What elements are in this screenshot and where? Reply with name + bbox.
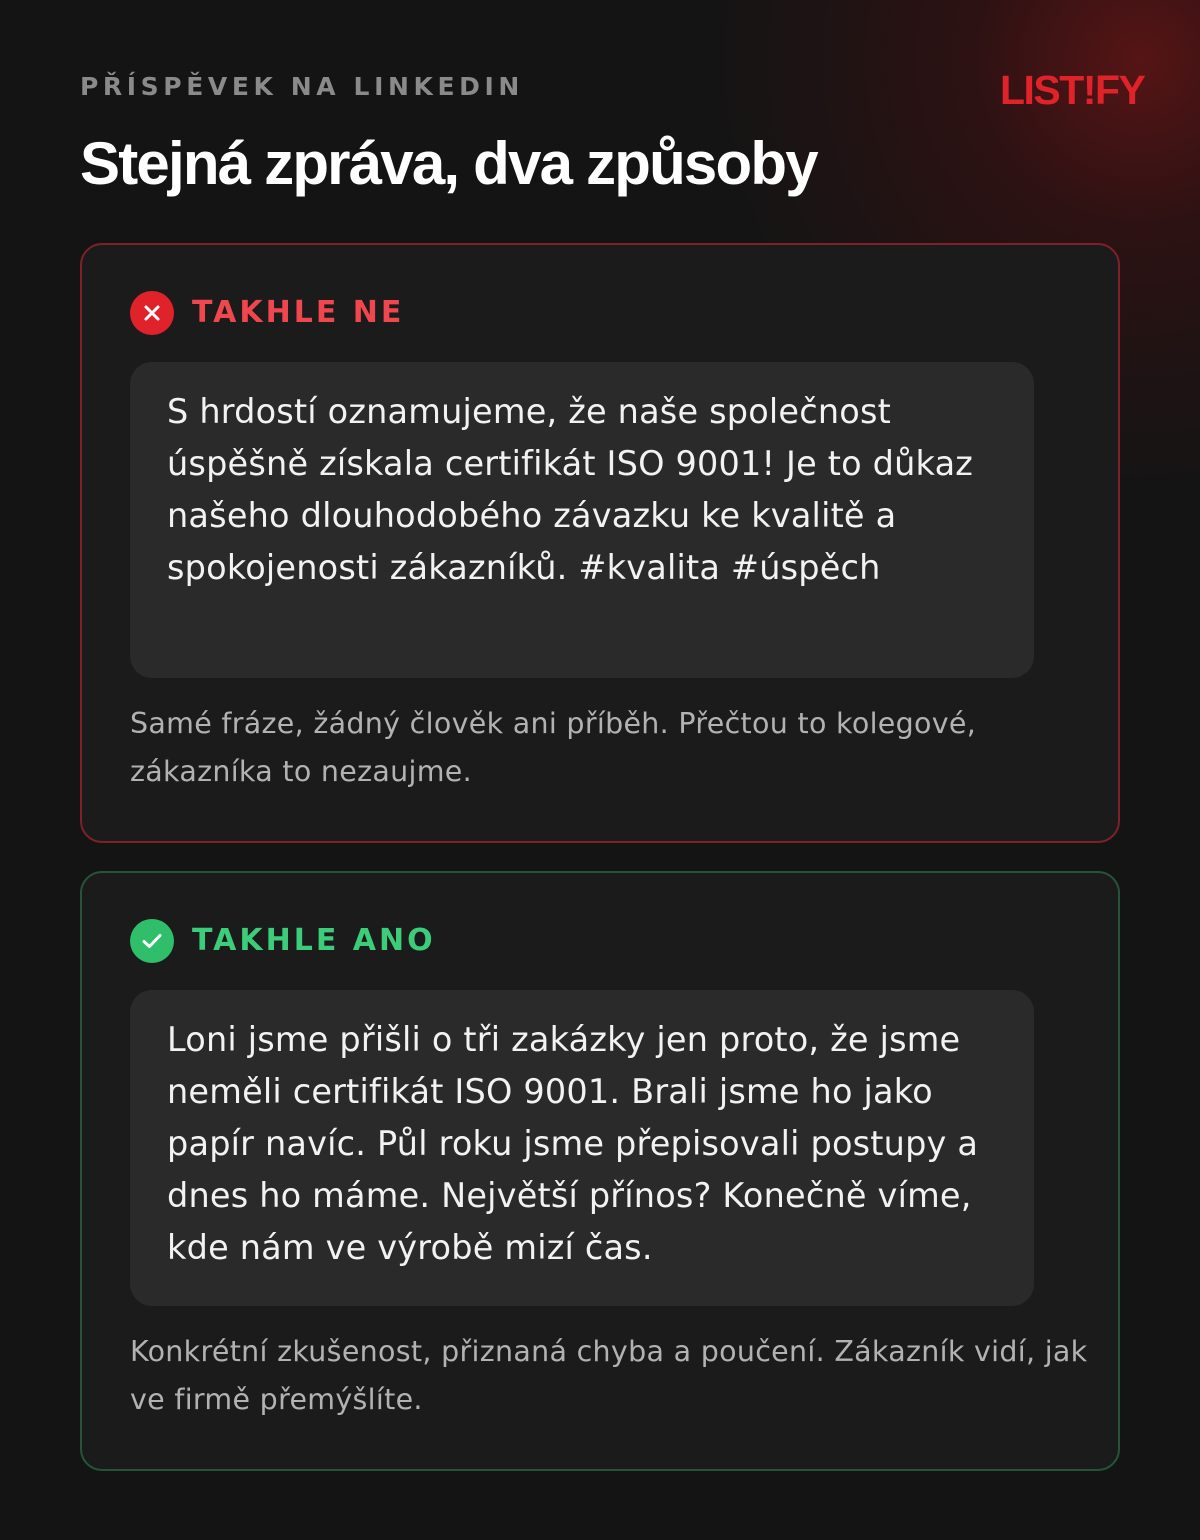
close-icon bbox=[130, 291, 174, 335]
good-example-card bbox=[80, 871, 1120, 1471]
page-title: Stejná zpráva, dva způsoby bbox=[80, 130, 817, 197]
bad-example-label: TAKHLE NE bbox=[192, 295, 405, 330]
eyebrow-label: PŘÍSPĚVEK NA LINKEDIN bbox=[80, 72, 524, 101]
brand-logo: LIST!FY bbox=[1000, 67, 1145, 113]
bad-example-header bbox=[130, 291, 404, 335]
good-example-quote: Loni jsme přišli o tři zakázky jen proto, že jsme neměli certifikát ISO 9001. Brali jsme ho jako papír navíc. Půl roku jsme přepisovali postupy a dnes ho máme. Největší přínos? Konečně víme, kde nám ve výrobě mizí čas. bbox=[130, 990, 1034, 1306]
check-icon bbox=[130, 919, 174, 963]
bad-example-card bbox=[80, 243, 1120, 843]
bad-example-note: Samé fráze, žádný člověk ani příběh. Přečtou to kolegové, zákazníka to nezaujme. bbox=[130, 707, 977, 788]
good-example-header bbox=[130, 919, 436, 963]
bad-example-quote: S hrdostí oznamujeme, že naše společnost úspěšně získala certifikát ISO 9001! Je to důkaz našeho dlouhodobého závazku ke kvalitě a spokojenosti zákazníků. #kvalita #úspěch bbox=[130, 362, 1034, 678]
good-example-note: Konkrétní zkušenost, přiznaná chyba a poučení. Zákazník vidí, jak ve firmě přemýšlíte. bbox=[130, 1335, 1088, 1416]
good-example-label: TAKHLE ANO bbox=[192, 923, 436, 958]
